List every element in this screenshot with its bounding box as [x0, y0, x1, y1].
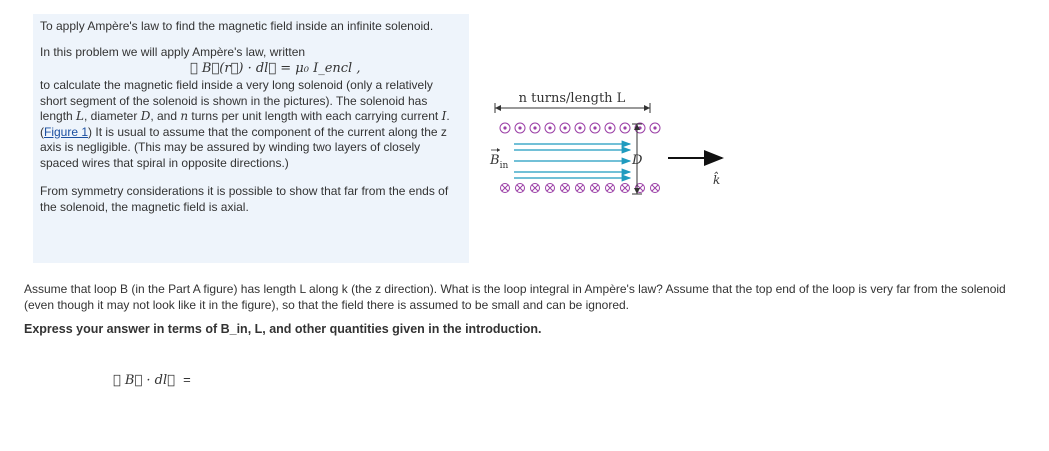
part-question: Assume that loop B (in the Part A figure) has length L along k (the z direction). What is the loop integral in Ampère's law? Assume that the top end of the loop is very far from the solenoid (even though it may not look like it in the figure), so that the field there is assumed to be small and can be ignored. [24, 282, 1006, 312]
coil-in-cross [652, 185, 658, 191]
coil-out-dot [653, 126, 656, 129]
coil-out-dot [563, 126, 566, 129]
loop-integral-label: ∮ B⃗ · dl⃗ [113, 373, 175, 388]
coil-in-cross [502, 185, 508, 191]
turns-label: n turns/length L [518, 91, 626, 106]
equals-sign: = [183, 372, 191, 387]
var-L: L [76, 109, 84, 123]
amperes-law-equation: ∮ B⃗(r⃗) · dl⃗ = μ₀ I_encl , [190, 61, 361, 76]
d-label: D [632, 153, 643, 168]
coil-in-cross [622, 185, 628, 191]
answer-instruction: Express your answer in terms of B_in, L, and other quantities given in the introduction. [24, 322, 542, 336]
coil-out-dot [623, 126, 626, 129]
coil-in-cross [547, 185, 553, 191]
figure-1-link[interactable]: Figure 1 [44, 124, 89, 139]
solenoid-figure [480, 84, 740, 204]
coil-in-cross [607, 185, 613, 191]
coil-in-cross [577, 185, 583, 191]
var-I: I [441, 109, 447, 123]
coil-in-cross [562, 185, 568, 191]
intro-body: to calculate the magnetic field inside a very long solenoid (only a relatively short segment of the solenoid is shown in the pictures). The solenoid has length L, diameter D, and n turns per unit length with each carrying current I. (Figure 1) It is usual to assume that the component of the current along the z axis is negligible. (This may be assured by winding two layers of closely spaced wires that spiral in opposite directions.) [40, 78, 450, 170]
intro-lead: In this problem we will apply Ampère's law, written [40, 44, 306, 59]
coil-out-dot [593, 126, 596, 129]
answer-input[interactable] [195, 374, 215, 388]
coil-in-cross [517, 185, 523, 191]
intro-title: To apply Ampère's law to find the magnetic field inside an infinite solenoid. [40, 19, 434, 33]
intro-symmetry: From symmetry considerations it is possible to show that far from the ends of the solenoid, the magnetic field is axial. [40, 184, 449, 214]
coil-out-dot [578, 126, 581, 129]
var-D: D [140, 109, 151, 123]
introduction-panel [33, 14, 469, 263]
k-hat-label: k̂ [713, 173, 721, 187]
coil-out-dot [503, 126, 506, 129]
coil-in-cross [532, 185, 538, 191]
answer-row [113, 372, 215, 388]
coil-in-cross [592, 185, 598, 191]
b-in-label: $B_{in}$ [490, 153, 509, 171]
coil-out-dot [608, 126, 611, 129]
var-n: n [180, 109, 189, 123]
coil-out-dot [548, 126, 551, 129]
coil-out-dot [518, 126, 521, 129]
coil-out-dot [533, 126, 536, 129]
